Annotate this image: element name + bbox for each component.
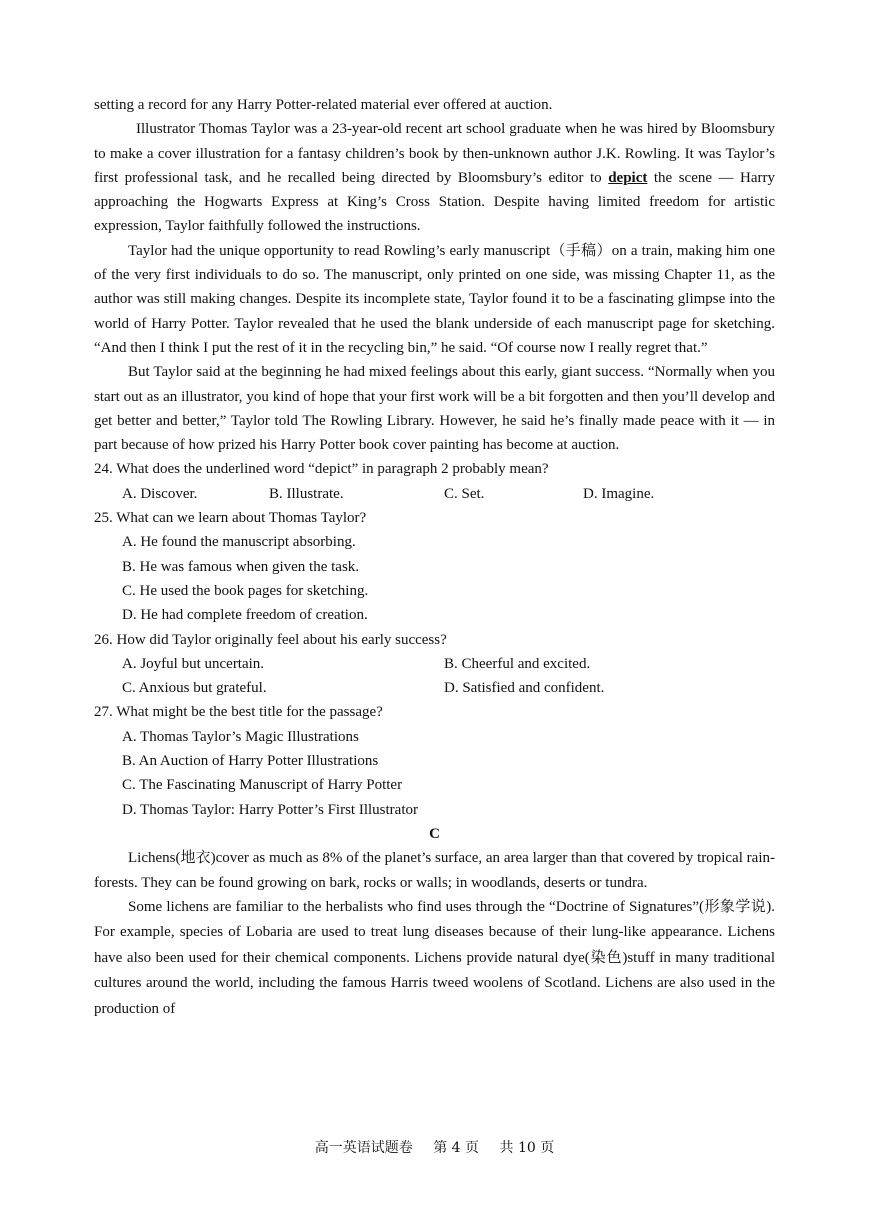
footer-total-pages: 共 10 页 [499, 1140, 555, 1156]
underlined-word-depict: depict [608, 169, 648, 186]
section-c-paragraph-1: Lichens(地衣)cover as much as 8% of the planet’s surface, an area larger than that covered by tropical rain-forests. They can be found growing on bark, rocks or walls; in woodlands, deserts or tundra. [94, 850, 775, 891]
question-24-options [122, 482, 775, 506]
section-c-heading: C [429, 825, 440, 842]
q25-option-b[interactable]: B. He was famous when given the task. [122, 558, 360, 575]
question-26-options-row-2 [122, 676, 775, 700]
q26-option-d[interactable]: D. Satisfied and confident. [444, 680, 605, 697]
footer-title: 高一英语试题卷 [314, 1140, 413, 1156]
question-24-stem: 24. What does the underlined word “depict” in paragraph 2 probably mean? [94, 461, 549, 478]
q26-option-b[interactable]: B. Cheerful and excited. [444, 655, 591, 672]
footer-page-number: 第 4 页 [433, 1140, 480, 1156]
passage-paragraph-0: setting a record for any Harry Potter-related material ever offered at auction. [94, 97, 553, 113]
document-page [94, 93, 775, 1022]
q27-option-a[interactable]: A. Thomas Taylor’s Magic Illustrations [122, 728, 359, 745]
q24-option-d[interactable]: D. Imagine. [583, 485, 655, 502]
passage-paragraph-1 [94, 117, 775, 238]
q24-option-b[interactable]: B. Illustrate. [269, 485, 344, 502]
q26-option-a[interactable]: A. Joyful but uncertain. [122, 655, 265, 672]
question-25-stem: 25. What can we learn about Thomas Taylor? [94, 510, 367, 527]
page-footer [0, 1137, 869, 1157]
q25-option-c[interactable]: C. He used the book pages for sketching. [122, 582, 369, 599]
q24-option-c[interactable]: C. Set. [444, 485, 485, 502]
passage-paragraph-3: But Taylor said at the beginning he had mixed feelings about this early, giant success. “Normally when you start out as an illustrator, you kind of hope that your first work will be a bit forgotten and then you’ll develop and get better and better,” Taylor told The Rowling Library. However, he said he’s finally made peace with it — in part because of how prized his Harry Potter book cover painting has become at auction. [94, 364, 775, 454]
q27-option-c[interactable]: C. The Fascinating Manuscript of Harry Potter [122, 777, 403, 794]
q25-option-d[interactable]: D. He had complete freedom of creation. [122, 607, 368, 624]
q25-option-a[interactable]: A. He found the manuscript absorbing. [122, 534, 356, 551]
q27-option-d[interactable]: D. Thomas Taylor: Harry Potter’s First Illustrator [122, 801, 419, 818]
q24-option-a[interactable]: A. Discover. [122, 485, 198, 502]
question-26-options-row-1 [122, 652, 775, 676]
passage-paragraph-2: Taylor had the unique opportunity to read Rowling’s early manuscript（手稿）on a train, making him one of the very first individuals to do so. The manuscript, only printed on one side, was missing Chapter 11, as the author was still making changes. Despite its incomplete state, Taylor found it to be a fascinating glimpse into the world of Harry Potter. Taylor revealed that he used the blank underside of each manuscript page for sketching. “And then I think I put the rest of it in the recycling bin,” he said. “Of course now I really regret that.” [94, 242, 775, 356]
paragraph-1-text-before: Illustrator Thomas Taylor was a 23-year-old recent art school graduate when he was hired by Bloomsbury to make a cover illustration for a fantasy children’s book by then-unknown author J.K. Rowling. It was Taylor’s first professional task, and he recalled being directed by Bloomsbury’s editor to [94, 121, 775, 186]
q27-option-b[interactable]: B. An Auction of Harry Potter Illustrations [122, 753, 379, 770]
section-c-paragraph-2: Some lichens are familiar to the herbalists who find uses through the “Doctrine of Signatures”(形象学说). For example, species of Lobaria are used to treat lung diseases because of their lung-like appearance. Lichens have also been used for their chemical components. Lichens provide natural dye(染色)stuff in many traditional cultures around the world, including the famous Harris tweed woolens of Scotland. Lichens are also used in the production of [94, 898, 775, 1017]
question-27-stem: 27. What might be the best title for the passage? [94, 704, 383, 721]
paragraph-1-text-after: the scene — Harry approaching the Hogwarts Express at King’s Cross Station. Despite having limited freedom for artistic expression, Taylor faithfully followed the instructions. [94, 169, 775, 235]
q26-option-c[interactable]: C. Anxious but grateful. [122, 680, 267, 697]
question-26-stem: 26. How did Taylor originally feel about his early success? [94, 631, 447, 648]
